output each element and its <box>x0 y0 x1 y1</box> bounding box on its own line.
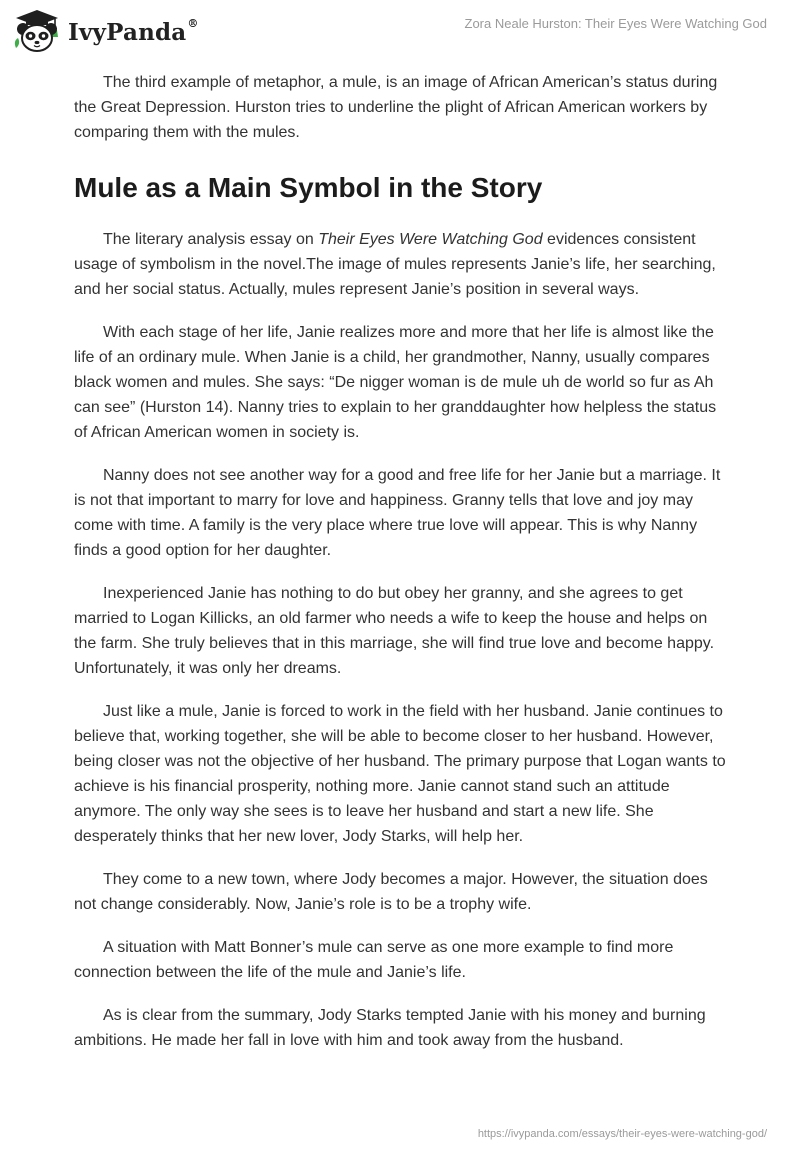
ivypanda-logo[interactable] <box>12 8 199 54</box>
paragraph-new-town: They come to a new town, where Jody becomes a major. However, the situation does not change considerably. Now, Janie’s role is to be a trophy wife. <box>74 871 708 913</box>
intro-paragraph: The third example of metaphor, a mule, is an image of African American’s status during the Great Depression. Hurston tries to underline the plight of African American workers by comparing them with the mules. <box>74 74 718 141</box>
brand-name: IvyPanda® <box>68 16 199 46</box>
essay-content <box>74 70 729 1071</box>
registered-mark: ® <box>187 16 199 30</box>
paragraph-text-before: The literary analysis essay on <box>103 231 319 248</box>
paragraph-field-work: Just like a mule, Janie is forced to work in the field with her husband. Janie continues to believe that, working together, she will be able to become closer to her husband. However, being closer was not the objective of her husband. The primary purpose that Logan wants to achieve is his financial prosperity, nothing more. Janie cannot stand such an attitude anymore. The only way she sees is to leave her husband and start a new life. She desperately thinks that her new lover, Jody Starks, will help her. <box>74 703 726 845</box>
document-title: Zora Neale Hurston: Their Eyes Were Watching God <box>464 16 767 31</box>
paragraph-symbolism <box>74 227 729 302</box>
source-url[interactable]: https://ivypanda.com/essays/their-eyes-were-watching-god/ <box>477 1128 767 1140</box>
panda-graduate-icon <box>12 8 62 54</box>
book-title-italic: Their Eyes Were Watching God <box>318 231 543 248</box>
paragraph-logan: Inexperienced Janie has nothing to do but obey her granny, and she agrees to get married to Logan Killicks, an old farmer who needs a wife to keep the house and helps on the farm. She truly believes that in this marriage, she will find true love and become happy. Unfortunately, it was only her dreams. <box>74 585 715 677</box>
page-header <box>0 0 800 62</box>
section-heading: Mule as a Main Symbol in the Story <box>74 172 543 203</box>
paragraph-nanny-quote: With each stage of her life, Janie realizes more and more that her life is almost like the life of an ordinary mule. When Janie is a child, her grandmother, Nanny, usually compares black women and mules. She says: “De nigger woman is de mule uh de world so fur as Ah can see” (Hurston 14). Nanny tries to explain to her granddaughter how helpless the status of African American women in society is. <box>74 324 717 441</box>
paragraph-marriage: Nanny does not see another way for a good and free life for her Janie but a marriage. It is not that important to marry for love and happiness. Granny tells that love and joy may come with time. A family is the very place where true love will appear. This is why Nanny finds a good option for her daughter. <box>74 467 721 559</box>
paragraph-text-after: evidences consistent usage of symbolism in the novel.The image of mules represents Janie’s life, her searching, and her social status. Actually, mules represent Janie’s position in several ways. <box>74 231 716 298</box>
paragraph-jody-starks: As is clear from the summary, Jody Starks tempted Janie with his money and burning ambitions. He made her fall in love with him and took away from the husband. <box>74 1007 706 1049</box>
paragraph-matt-bonner: A situation with Matt Bonner’s mule can serve as one more example to find more connection between the life of the mule and Janie’s life. <box>74 939 674 981</box>
